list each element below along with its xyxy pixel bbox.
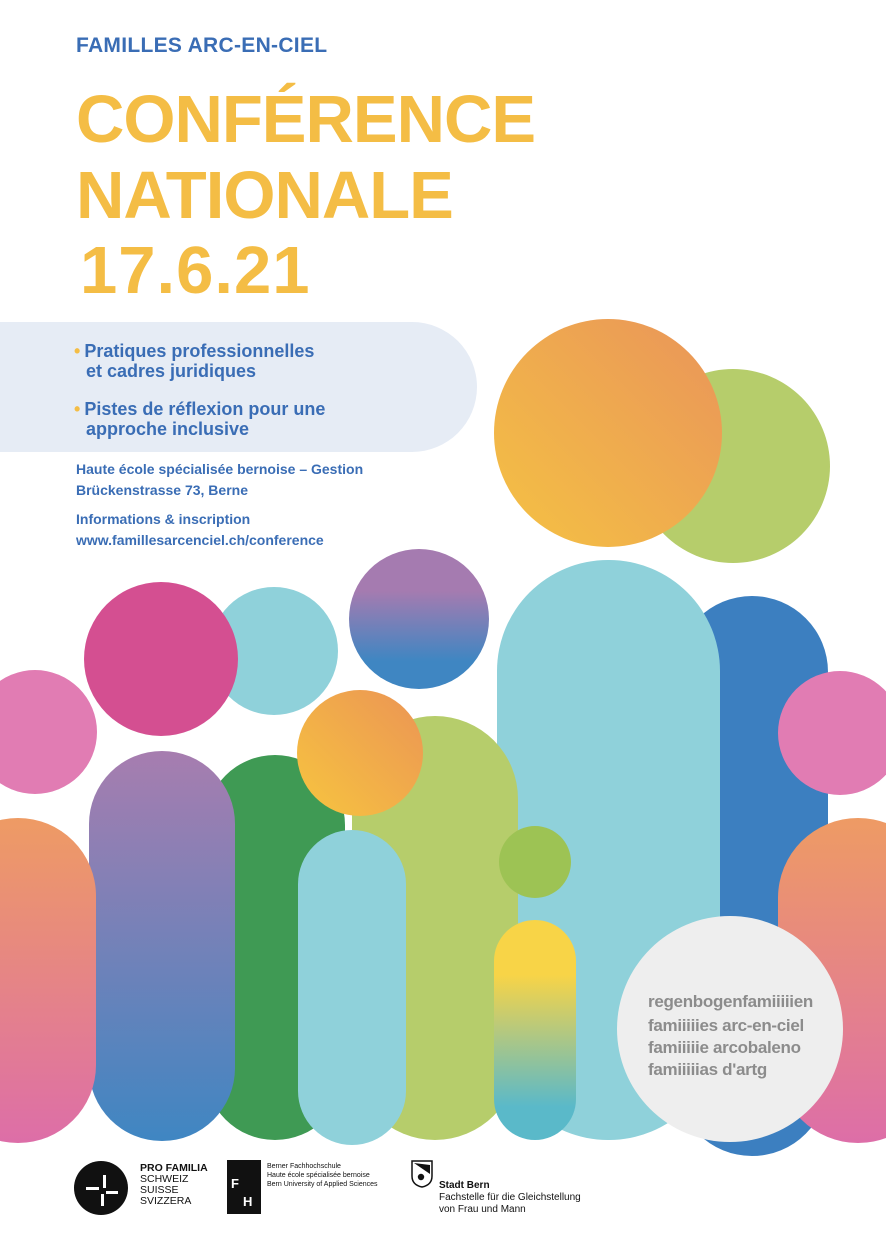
eyebrow-title: FAMILLES ARC-EN-CIEL (76, 34, 328, 57)
svg-text:H: H (243, 1194, 253, 1209)
badge-line: famiiiiias d'artg (648, 1060, 767, 1079)
badge-line: famiiiiie arcobaleno (648, 1038, 801, 1057)
stadt-bern-text: Stadt Bern Fachstelle für die Gleichstellung von Frau und Mann (439, 1180, 581, 1215)
bfh-logo-icon (227, 1160, 261, 1214)
pro-familia-text: PRO FAMILIA SCHWEIZ SUISSE SVIZZERA (140, 1162, 208, 1207)
bullet-dot-icon: • (74, 341, 81, 361)
venue-info: Haute école spécialisée bernoise – Gestion Brückenstrasse 73, Berne (76, 461, 364, 498)
registration-info: Informations & inscription www.famillesarcenciel.ch/conference (76, 509, 324, 551)
title-line-1: CONFÉRENCE (76, 82, 536, 157)
badge-line: regenbogenfamiiiiien (648, 992, 813, 1011)
badge-line: famiiiiies arc-en-ciel (648, 1016, 804, 1035)
topic-item: • Pistes de réflexion pour une approche inclusive (74, 399, 326, 439)
bullet-dot-icon: • (74, 399, 81, 419)
topic-item: • Pratiques professionnelles et cadres juridiques (74, 341, 315, 381)
orange-circle (494, 319, 722, 547)
title-line-2: NATIONALE (76, 158, 453, 233)
event-date: 17.6.21 (80, 233, 311, 308)
svg-text:F: F (231, 1176, 239, 1191)
bfh-text: Berner Fachhochschule Haute école spécialisée bernoise Bern University of Applied Sciences (267, 1163, 378, 1188)
registration-link[interactable]: www.famillesarcenciel.ch/conference (76, 532, 324, 548)
bern-coat-of-arms-icon (411, 1160, 433, 1188)
pro-familia-logo-icon (73, 1160, 129, 1216)
